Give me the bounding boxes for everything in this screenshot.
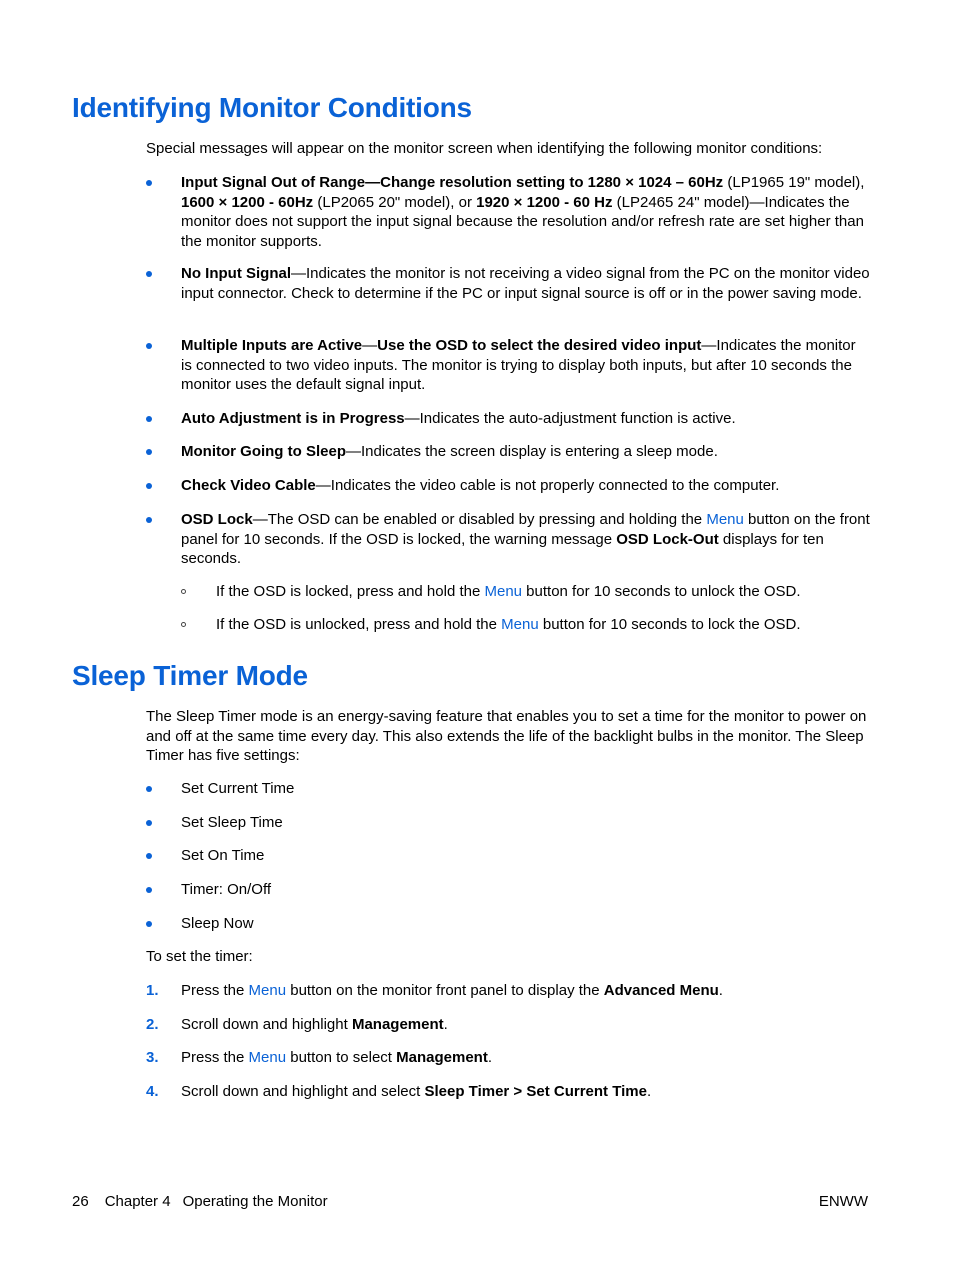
list-item: Check Video Cable—Indicates the video cable is not properly connected to the computer. [146, 476, 870, 496]
list-item: Input Signal Out of Range—Change resolution setting to 1280 × 1024 – 60Hz (LP1965 19" model), 1600 × 1200 - 60Hz (LP2065 20" model), or 1920 × 1200 - 60 Hz (LP2465 24" model)—Indicates the monitor does not support the input signal because the resolution and/or refresh rate are set higher than the monitor supports. [146, 173, 870, 251]
list-item: OSD Lock—The OSD can be enabled or disabled by pressing and holding the Menu button on the front panel for 10 seconds. If the OSD is locked, the warning message OSD Lock-Out displays for ten seconds. [146, 510, 870, 569]
section-title: Sleep Timer Mode [72, 660, 308, 691]
list-item: Sleep Now [146, 914, 870, 934]
menu-link[interactable]: Menu [248, 982, 287, 999]
list-item: No Input Signal—Indicates the monitor is not receiving a video signal from the PC on the monitor video input connector. Check to determine if the PC or input signal source is off or in the power saving mode. [146, 264, 870, 303]
chapter-label: Chapter 4 [104, 1193, 171, 1210]
bullet-icon [146, 343, 152, 349]
list-item: Monitor Going to Sleep—Indicates the screen display is entering a sleep mode. [146, 442, 870, 462]
step-number: 3. [146, 1049, 159, 1066]
step-item: 4. Scroll down and highlight and select Sleep Timer > Set Current Time. [146, 1083, 652, 1100]
page-title: Identifying Monitor Conditions [72, 92, 472, 123]
bullet-icon [146, 449, 152, 455]
bullet-icon [146, 921, 152, 927]
intro-paragraph: The Sleep Timer mode is an energy-saving feature that enables you to set a time for the monitor to power on and off at the same time every day. This also extends the life of the backlight bulbs in the monitor. The Sleep Timer has five settings: [146, 708, 867, 764]
list-item: Set Sleep Time [146, 813, 870, 833]
bullet-icon [146, 416, 152, 422]
step-number: 2. [146, 1016, 159, 1033]
list-item: Set On Time [146, 846, 870, 866]
footer-code: ENWW [818, 1193, 868, 1210]
menu-link[interactable]: Menu [501, 616, 539, 633]
bullet-icon [146, 853, 152, 859]
menu-link[interactable]: Menu [484, 583, 523, 600]
list-item: Set Current Time [146, 779, 870, 799]
step-item: 2. Scroll down and highlight Management. [146, 1016, 448, 1033]
menu-link[interactable]: Menu [248, 1049, 287, 1066]
step-item: 1. Press the Menu button on the monitor front panel to display the Advanced Menu. [146, 982, 723, 999]
chapter-title: Operating the Monitor [182, 1193, 328, 1210]
step-item: 3. Press the Menu button to select Management. [146, 1049, 492, 1066]
bullet-icon [146, 180, 152, 186]
list-item: Timer: On/Off [146, 880, 870, 900]
sub-bullet-icon [181, 589, 186, 594]
bullet-icon [146, 786, 152, 792]
step-number: 4. [146, 1083, 159, 1100]
bullet-icon [146, 517, 152, 523]
list-item: Auto Adjustment is in Progress—Indicates the auto-adjustment function is active. [146, 409, 870, 429]
bullet-icon [146, 271, 152, 277]
sub-list-item: If the OSD is locked, press and hold the Menu button for 10 seconds to unlock the OSD. [181, 582, 871, 602]
menu-link[interactable]: Menu [706, 511, 744, 528]
bullet-icon [146, 820, 152, 826]
page-number: 26 [72, 1193, 89, 1210]
bullet-icon [146, 483, 152, 489]
lead-text: To set the timer: [146, 948, 253, 965]
bullet-icon [146, 887, 152, 893]
intro-paragraph: Special messages will appear on the monitor screen when identifying the following monitor conditions: [146, 140, 823, 157]
page-footer [72, 1192, 868, 1212]
sub-list-item: If the OSD is unlocked, press and hold the Menu button for 10 seconds to lock the OSD. [181, 615, 871, 635]
list-item: Multiple Inputs are Active—Use the OSD to select the desired video input—Indicates the monitor is connected to two video inputs. The monitor is trying to display both inputs, but after 10 seconds the monitor uses the default signal input. [146, 336, 870, 395]
sub-bullet-icon [181, 622, 186, 627]
step-number: 1. [146, 982, 159, 999]
